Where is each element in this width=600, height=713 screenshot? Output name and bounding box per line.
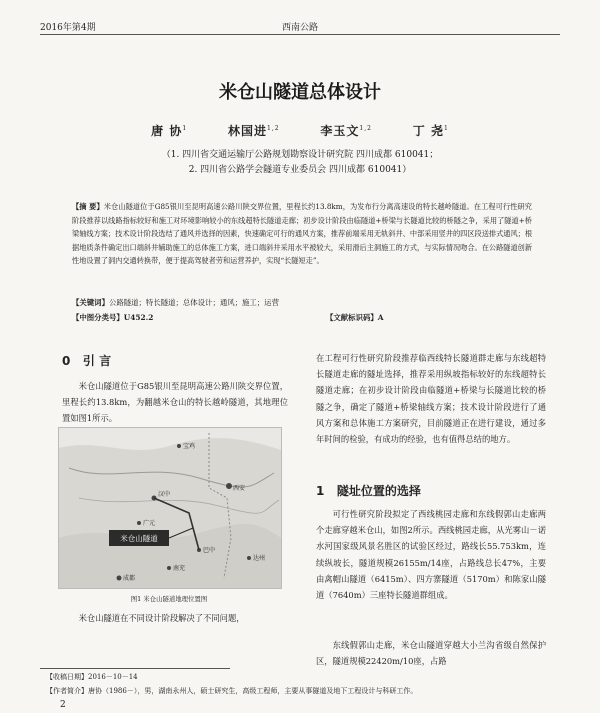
header-journal: 西南公路 <box>282 23 319 33</box>
footnote-rule <box>40 668 230 669</box>
map-label: 南充 <box>173 565 186 572</box>
author: 唐 协$^1$ <box>151 124 188 138</box>
abstract-label: 【摘 要】 <box>72 202 104 211</box>
section-heading-1: 1 隧址位置的选择 <box>316 484 421 498</box>
header-rule <box>40 34 560 35</box>
intro-paragraph: 米仓山隧道位于G85银川至昆明高速公路川陕交界位置，里程长约13.8km，为翻越米仓山的特长越岭隧道，其地理位置如图1所示。 <box>62 381 288 424</box>
map-label: 西安 <box>233 485 246 492</box>
map-label: 广元 <box>143 520 156 527</box>
header-issue: 2016年第4期 <box>40 23 96 33</box>
received-date: 【收稿日期】2016－10－14 <box>46 673 138 681</box>
paper-title: 米仓山隧道总体设计 <box>219 82 381 103</box>
map-label: 宝鸡 <box>183 443 196 450</box>
map-label: 巴中 <box>203 547 216 554</box>
abstract-text: 米仓山隧道位于G85银川至昆明高速公路川陕交界位置，里程长约13.8km，为发布行分离高速设的特长越岭隧道。在工程可行性研究阶段推荐以线路指标较好和施工对环境影响较小的东线超特长隧道走廊；初步设计阶段由临隧道+桥梁与长隧道比较的桥隧之争，采用了隧道+桥梁轴线方案；技术设计阶段选结了通风并选择的因素，快速确定可行的通风方案，推荐前端采用无轨斜井、中部采用竖井的四区段送排式通风；根据地质条件确定出口端斜井辅助施工的总体施工方案，进口端斜井采用水平被较大，采用滑后主洞施工的方式，与实际情况吻合。在公路隧道创新性地设置了洞内交通转换带，便于提高驾驶者劳和运营养护，实现“长隧短走”。 <box>72 202 533 266</box>
callout-label: 米仓山隧道 <box>120 534 158 543</box>
map-label: 汉中 <box>158 491 171 498</box>
figure-caption: 图1 米仓山隧道地理位置图 <box>130 595 208 603</box>
affiliation-1: （1. 四川省交通运输厅公路规划勘察设计研究院 四川成都 610041； <box>161 150 439 160</box>
map-label: 达州 <box>253 555 266 562</box>
map-label: 成都 <box>123 575 136 582</box>
keywords-text: 公路隧道；特长隧道；总体设计；通风；施工；运营 <box>108 298 279 307</box>
map-graphic <box>59 428 281 588</box>
classification-number: 【中图分类号】U452.2 <box>72 313 154 322</box>
document-code: 【文献标识码】A <box>326 313 384 322</box>
author: 丁 尧$^1$ <box>412 124 449 138</box>
intro-paragraph-2: 米仓山隧道在不同设计阶段解决了不同问题， <box>78 613 245 623</box>
author: 林国进$^{1,2}$ <box>228 124 280 138</box>
right-paragraph-1: 在工程可行性研究阶段推荐临西线特长隧道群走廊与东线超特长隧道走廊的隧址选择，推荐采用纵坡指标较好的东线超特长隧道走廊；在初步设计阶段由临隧道+桥梁与长隧道比较的桥隧之争，确定了隧道+桥梁轴线方案；技术设计阶段进行了通风方案和总体施工方案研究，目前隧道正在进行建设，通过多年时间的检验，有成功的经验，也有值得总结的地方。 <box>316 353 546 445</box>
right-paragraph-3: 东线假郭山走廊，米仓山隧道穿越大小兰沟省级自然保护区，隧道规模22420m/10座，占路 <box>316 640 546 667</box>
location-map-figure <box>58 427 282 589</box>
keywords-label: 【关键词】 <box>72 298 109 307</box>
keywords <box>72 297 542 308</box>
author-bio: 【作者简介】唐协（1986－），男，湖南永州人，硕士研究生，高级工程师，主要从事隧道及地下工程设计与科研工作。 <box>46 687 418 695</box>
abstract <box>72 200 532 268</box>
affiliation-2: 2. 四川省公路学会隧道专业委员会 四川成都 610041） <box>188 165 412 175</box>
page-number: 2 <box>60 700 66 710</box>
author-list <box>0 122 600 139</box>
right-paragraph-2: 可行性研究阶段拟定了西线桃园走廊和东线假郭山走廊两个走廊穿越米仓山，如图2所示。西线桃园走廊，从光雾山－诺水河国家级风景名胜区的试验区经过，路线长55.753km，连续纵坡长，隧道规模26155m/14座，占路线总长47%，主要由禽帽山隧道（6415m）、四方寨隧道（5170m）和陈家山隧道（7640m）三座特长隧道群组成。 <box>316 509 546 601</box>
section-heading-intro: 0 引 言 <box>62 354 112 368</box>
author: 李玉文$^{1,2}$ <box>320 124 372 138</box>
